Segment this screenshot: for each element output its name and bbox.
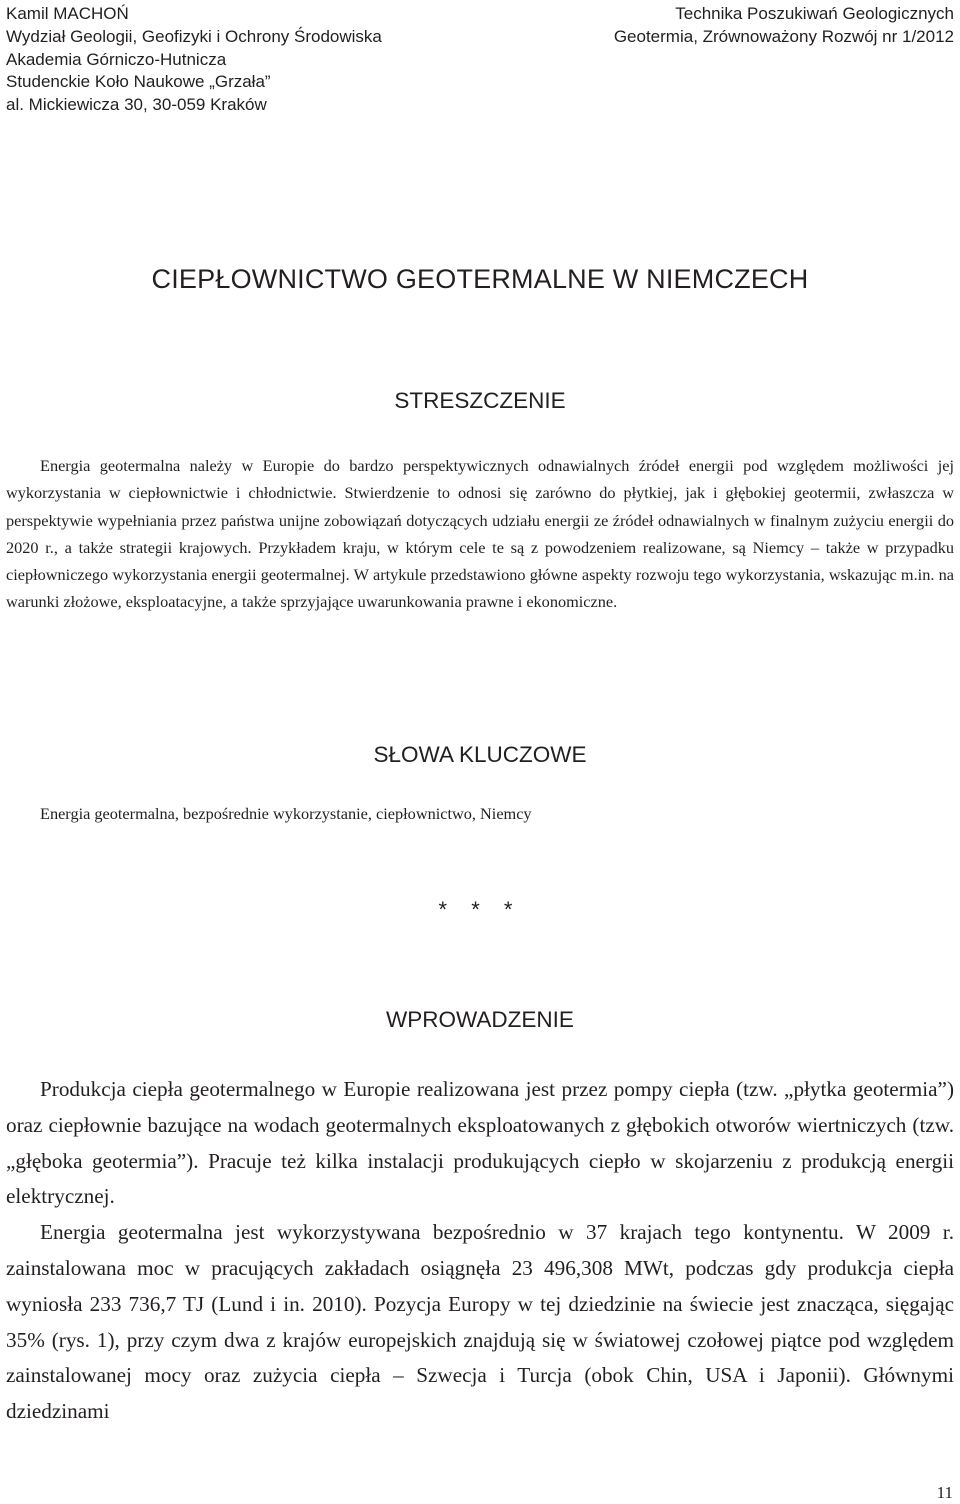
abstract-body <box>6 452 954 616</box>
abstract-heading: STRESZCZENIE <box>394 388 566 413</box>
affiliation-faculty: Wydział Geologii, Geofizyki i Ochrony Środowiska <box>6 26 382 46</box>
introduction-body <box>6 1072 954 1430</box>
introduction-heading: WPROWADZENIE <box>386 1007 574 1032</box>
abstract-text: Energia geotermalna należy w Europie do bardzo perspektywicznych odnawialnych źródeł energii pod względem możliwości jej wykorzystania w ciepłownictwie i chłodnictwie. Stwierdzenie to odnosi się zarówno do płytkiej, jak i głębokiej geotermii, zwłaszcza w perspektywie wypełniania przez państwa unijne zobowiązań dotyczących udziału energii ze źródeł odnawialnych w finalnym zużyciu energii do 2020 r., a także strategii krajowych. Przykładem kraju, w którym cele te są z powodzeniem realizowane, są Niemcy – także w przypadku ciepłowniczego wykorzystania energii geotermalnej. W artykule przedstawiono główne aspekty rozwoju tego wykorzystania, wskazując m.in. na warunki złożowe, eksploatacyjne, a także sprzyjające uwarunkowania prawne i ekonomiczne. <box>6 456 954 612</box>
affiliation-student-club: Studenckie Koło Naukowe „Grzała” <box>6 72 271 92</box>
journal-header <box>614 3 954 49</box>
affiliation-address: al. Mickiewicza 30, 30-059 Kraków <box>6 95 267 115</box>
page-number: 11 <box>936 1483 953 1502</box>
keywords-text: Energia geotermalna, bezpośrednie wykorzystanie, ciepłownictwo, Niemcy <box>40 804 532 823</box>
article-title: CIEPŁOWNICTWO GEOTERMALNE W NIEMCZECH <box>151 264 809 294</box>
author-affiliation-block <box>6 3 382 117</box>
keywords-heading: SŁOWA KLUCZOWE <box>373 742 587 767</box>
introduction-paragraph-1: Produkcja ciepła geotermalnego w Europie realizowana jest przez pompy ciepła (tzw. „płytka geotermia”) oraz ciepłownie bazujące na wodach geotermalnych eksploatowanych z głębokich otworów wiertniczych (tzw. „głęboka geotermia”). Pracuje też kilka instalacji produkujących ciepło w skojarzeniu z produkcją energii elektrycznej. <box>6 1077 954 1209</box>
journal-issue: Geotermia, Zrównoważony Rozwój nr 1/2012 <box>613 26 954 46</box>
introduction-paragraph-2: Energia geotermalna jest wykorzystywana bezpośrednio w 37 krajach tego kontynentu. W 2009 r. zainstalowana moc w pracujących zakładach osiągnęła 23 496,308 MWt, podczas gdy produkcja ciepła wyniosła 233 736,7 TJ (Lund i in. 2010). Pozycja Europy w tej dziedzinie na świecie jest znacząca, sięgając 35% (rys. 1), przy czym dwa z krajów europejskich znajdują się w światowej czołowej piątce pod względem zainstalowanej mocy oraz zużycia ciepła – Szwecja i Turcja (obok Chin, USA i Japonii). Głównymi dziedzinami <box>6 1220 954 1424</box>
affiliation-university: Akademia Górniczo-Hutnicza <box>6 49 227 69</box>
author-name: Kamil MACHOŃ <box>6 4 129 23</box>
journal-name: Technika Poszukiwań Geologicznych <box>675 4 954 23</box>
section-separator: * * * <box>438 897 522 922</box>
